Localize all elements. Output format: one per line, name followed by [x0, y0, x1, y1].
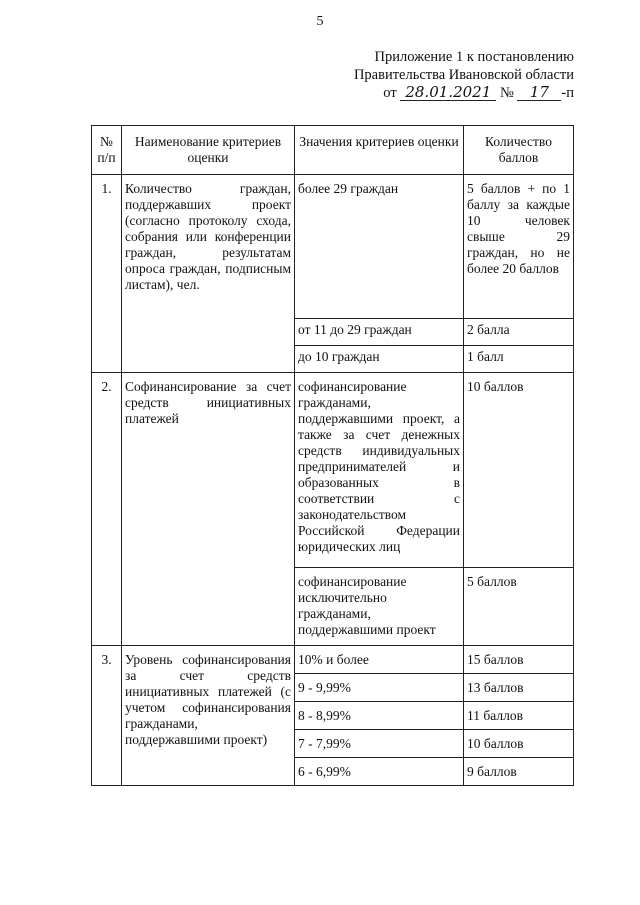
criterion-value: софинансирование исключительно гражданами, поддержавшими проект: [295, 568, 464, 646]
row-number: 1.: [92, 175, 122, 373]
criterion-value: от 11 до 29 граждан: [295, 319, 464, 346]
criterion-points: 5 баллов + по 1 баллу за каждые 10 человек свыше 29 граждан, но не более 20 баллов: [464, 175, 574, 319]
appendix-line-2: Правительства Ивановской области: [353, 67, 574, 83]
criterion-value: 8 - 8,99%: [295, 702, 464, 730]
header-num: № п/п: [92, 126, 122, 175]
criterion-points: 15 баллов: [464, 646, 574, 674]
criterion-name: Софинансирование за счет средств инициативных платежей: [122, 373, 295, 646]
header-value: Значения критериев оценки: [295, 126, 464, 175]
criterion-value: до 10 граждан: [295, 346, 464, 373]
number-sign: №: [499, 85, 514, 101]
criterion-points: 13 баллов: [464, 674, 574, 702]
criterion-value: софинансирование гражданами, поддержавшими проект, а также за счет денежных средств индивидуальных предпринимателей и образованных в соответствии с законодательством Российской Федерации юридических лиц: [295, 373, 464, 568]
page-number: 5: [316, 14, 324, 29]
table-header-row: [92, 126, 574, 175]
criterion-points: 5 баллов: [464, 568, 574, 646]
row-number: 3.: [92, 646, 122, 786]
handwritten-number: 17: [517, 85, 561, 101]
appendix-header: [354, 48, 574, 102]
header-name: Наименование критериев оценки: [122, 126, 295, 175]
criteria-table: [91, 125, 574, 786]
criterion-points: 2 балла: [464, 319, 574, 346]
table-row: [92, 373, 574, 568]
criterion-points: 1 балл: [464, 346, 574, 373]
criterion-value: более 29 граждан: [295, 175, 464, 319]
criterion-value: 6 - 6,99%: [295, 758, 464, 786]
table-row: [92, 175, 574, 319]
appendix-line-1: Приложение 1 к постановлению: [374, 49, 574, 65]
criterion-points: 10 баллов: [464, 373, 574, 568]
criterion-value: 9 - 9,99%: [295, 674, 464, 702]
appendix-line-3: [354, 84, 574, 102]
criterion-points: 11 баллов: [464, 702, 574, 730]
criterion-points: 9 баллов: [464, 758, 574, 786]
table-row: [92, 646, 574, 674]
criterion-value: 7 - 7,99%: [295, 730, 464, 758]
criterion-value: 10% и более: [295, 646, 464, 674]
criterion-points: 10 баллов: [464, 730, 574, 758]
criterion-name: Количество граждан, поддержавших проект (согласно протоколу схода, собрания или конференции граждан, результатам опроса граждан, подписным листам), чел.: [122, 175, 295, 373]
criterion-name: Уровень софинансирования за счет средств инициативных платежей (с учетом софинансирования гражданами, поддержавшими проект): [122, 646, 295, 786]
appendix-from-label: от: [383, 85, 397, 101]
number-suffix: -п: [561, 85, 574, 101]
header-points: Количество баллов: [464, 126, 574, 175]
row-number: 2.: [92, 373, 122, 646]
handwritten-date: 28.01.2021: [400, 85, 496, 101]
